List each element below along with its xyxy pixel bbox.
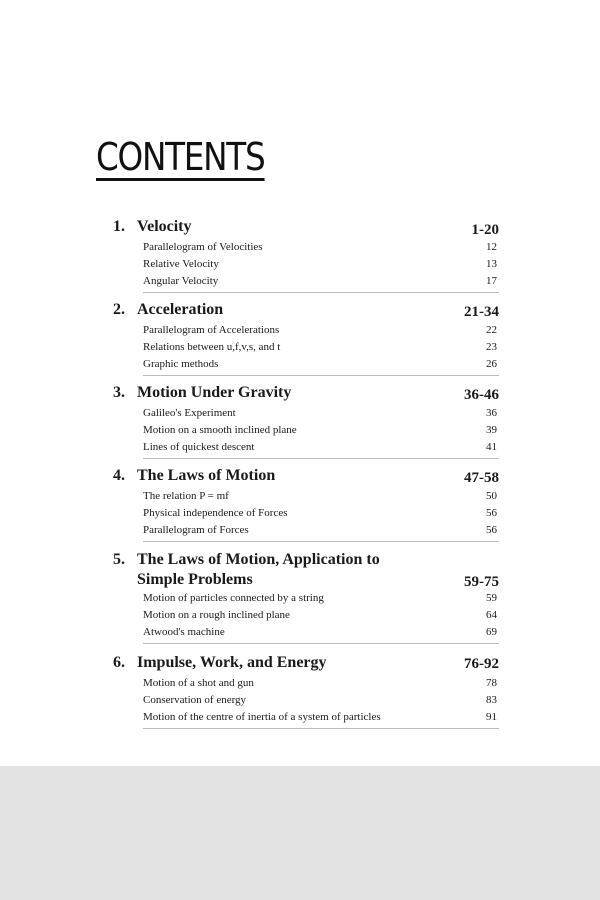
chapter-number: 4. xyxy=(113,467,125,484)
section-page: 83 xyxy=(486,694,497,706)
section-entry[interactable] xyxy=(143,422,499,439)
section-page: 56 xyxy=(486,507,497,519)
section-entry[interactable] xyxy=(143,675,499,692)
chapter-1 xyxy=(0,215,600,293)
section-page: 12 xyxy=(486,241,497,253)
section-title: Graphic methods xyxy=(143,358,219,370)
section-title: Parallelogram of Forces xyxy=(143,524,249,536)
chapter-title: Impulse, Work, and Energy xyxy=(137,654,327,671)
section-entry[interactable] xyxy=(143,405,499,422)
bottom-background-band xyxy=(0,766,600,900)
chapter-page-range: 59-75 xyxy=(464,574,499,590)
chapter-heading[interactable] xyxy=(0,651,600,675)
section-entry[interactable] xyxy=(143,488,499,505)
section-title: Lines of quickest descent xyxy=(143,441,255,453)
chapter-title: Acceleration xyxy=(137,301,224,318)
chapter-6 xyxy=(0,651,600,729)
section-page: 13 xyxy=(486,258,497,270)
chapter-number: 1. xyxy=(113,218,125,235)
section-page: 50 xyxy=(486,490,497,502)
chapter-5 xyxy=(0,548,600,644)
section-page: 41 xyxy=(486,441,497,453)
chapter-4 xyxy=(0,464,600,542)
section-entry[interactable] xyxy=(143,339,499,356)
section-page: 91 xyxy=(486,711,497,723)
section-title: Conservation of energy xyxy=(143,694,247,706)
section-entry[interactable] xyxy=(143,607,499,624)
section-title: Motion of particles connected by a string xyxy=(143,592,324,604)
section-entry[interactable] xyxy=(143,522,499,539)
section-title: Motion on a smooth inclined plane xyxy=(143,424,297,436)
chapter-title: The Laws of Motion xyxy=(137,467,276,484)
chapter-number: 6. xyxy=(113,654,125,671)
section-title: Motion of the centre of inertia of a system of particles xyxy=(143,711,381,723)
section-page: 69 xyxy=(486,626,497,638)
section-title: The relation P = mf xyxy=(143,490,229,502)
chapter-title-line-2: Simple Problems xyxy=(137,571,253,588)
section-list xyxy=(143,405,499,459)
section-entry[interactable] xyxy=(143,505,499,522)
section-title: Parallelogram of Velocities xyxy=(143,241,263,253)
section-list xyxy=(143,675,499,729)
section-title: Galileo's Experiment xyxy=(143,407,236,419)
chapter-heading[interactable] xyxy=(0,298,600,322)
chapter-page-range: 36-46 xyxy=(464,387,499,403)
section-entry[interactable] xyxy=(143,624,499,641)
section-title: Motion of a shot and gun xyxy=(143,677,254,689)
section-entry[interactable] xyxy=(143,256,499,273)
section-list xyxy=(143,239,499,293)
section-entry[interactable] xyxy=(143,439,499,456)
section-title: Relative Velocity xyxy=(143,258,219,270)
section-page: 39 xyxy=(486,424,497,436)
section-title: Motion on a rough inclined plane xyxy=(143,609,290,621)
section-entry[interactable] xyxy=(143,322,499,339)
chapter-title: Velocity xyxy=(137,218,192,235)
section-page: 78 xyxy=(486,677,497,689)
chapter-page-range: 47-58 xyxy=(464,470,499,486)
chapter-number: 3. xyxy=(113,384,125,401)
section-page: 17 xyxy=(486,275,497,287)
chapter-page-range: 76-92 xyxy=(464,656,499,672)
section-title: Physical independence of Forces xyxy=(143,507,288,519)
section-list xyxy=(143,488,499,542)
chapter-3 xyxy=(0,381,600,459)
section-title: Parallelogram of Accelerations xyxy=(143,324,280,336)
chapter-2 xyxy=(0,298,600,376)
section-page: 23 xyxy=(486,341,497,353)
section-page: 64 xyxy=(486,609,497,621)
section-entry[interactable] xyxy=(143,590,499,607)
chapter-heading[interactable] xyxy=(0,381,600,405)
chapter-title: Motion Under Gravity xyxy=(137,384,292,401)
section-page: 59 xyxy=(486,592,497,604)
chapter-heading[interactable] xyxy=(0,464,600,488)
section-title: Angular Velocity xyxy=(143,275,219,287)
section-entry[interactable] xyxy=(143,356,499,373)
section-title: Relations between u,f,v,s, and t xyxy=(143,341,281,353)
chapter-number: 5. xyxy=(113,551,125,568)
section-entry[interactable] xyxy=(143,692,499,709)
section-entry[interactable] xyxy=(143,273,499,290)
chapter-heading[interactable] xyxy=(0,215,600,239)
section-entry[interactable] xyxy=(143,239,499,256)
section-page: 26 xyxy=(486,358,497,370)
section-page: 22 xyxy=(486,324,497,336)
chapter-title-line-1: The Laws of Motion, Application to xyxy=(137,551,380,568)
chapter-number: 2. xyxy=(113,301,125,318)
section-list xyxy=(143,322,499,376)
section-page: 56 xyxy=(486,524,497,536)
section-list xyxy=(143,590,499,644)
chapter-page-range: 1-20 xyxy=(471,222,499,238)
chapter-heading[interactable] xyxy=(0,548,600,596)
section-page: 36 xyxy=(486,407,497,419)
section-title: Atwood's machine xyxy=(143,626,225,638)
chapter-page-range: 21-34 xyxy=(464,304,499,320)
page-title: CONTENTS xyxy=(96,135,265,179)
section-entry[interactable] xyxy=(143,709,499,726)
